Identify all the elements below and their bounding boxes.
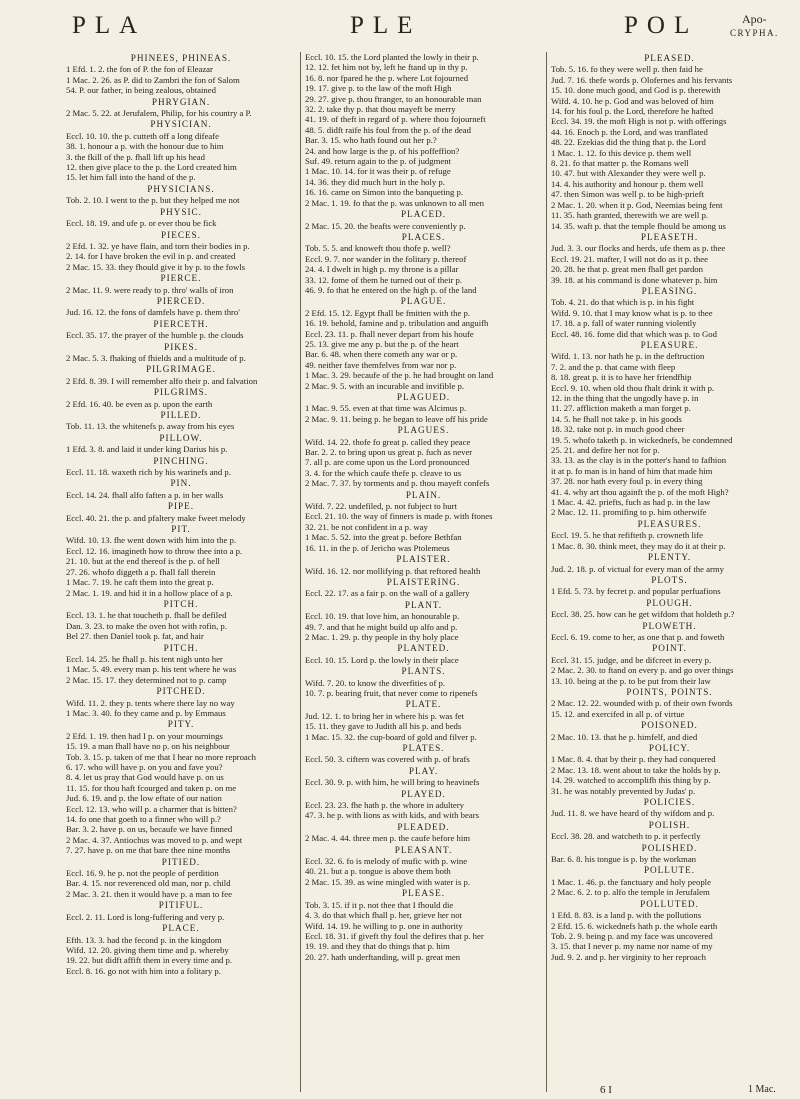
concordance-entry: Bar. 3. 15. who hath found out her p.? xyxy=(305,135,437,146)
concordance-entry: Suf. 49. return again to the p. of judgment xyxy=(305,156,451,167)
concordance-entry: 17. 18. a p. fall of water running violently xyxy=(551,318,697,329)
headword: PIT. xyxy=(171,524,191,535)
column-1 xyxy=(62,52,300,1092)
headword: PLANTS. xyxy=(401,666,446,677)
concordance-entry: 18. 32. take not p. in much good cheer xyxy=(551,424,685,435)
concordance-entry: Eccl. 19. 21. mafter, I will not do as it p. thee xyxy=(551,253,708,264)
concordance-entry: 2 Efd. 16. 40. be even as p. upon the earth xyxy=(66,398,213,409)
concordance-entry: 46. 9. fo that he entered on the high p. of the land xyxy=(305,284,477,295)
concordance-entry: 32. 2. take thy p. that thou mayeft be merry xyxy=(305,104,456,115)
concordance-entry: Jud. 12. 1. to bring her in where his p. was fet xyxy=(305,710,465,721)
concordance-entry: 1 Mac. 8. 30. think meet, they may do it at their p. xyxy=(551,540,726,551)
concordance-entry: 48. 22. Ezekias did the thing that p. the Lord xyxy=(551,137,706,148)
concordance-entry: Jud. 9. 2. and p. her virginity to her reproach xyxy=(551,951,706,962)
concordance-entry: 2 Mac. 11. 9. were ready to p. thro' walls of iron xyxy=(66,284,234,295)
headword: PLEASED. xyxy=(644,53,695,63)
concordance-entry: 2 Mac. 1. 29. p. thy people in thy holy place xyxy=(305,631,459,642)
headword: PHRYGIAN. xyxy=(151,96,211,107)
concordance-entry: 11. 35. hath granted, therewith we are well p. xyxy=(551,210,708,221)
headword: POLLUTE. xyxy=(643,865,696,876)
concordance-entry: 1 Mac. 1. 46. p. the fanctuary and holy people xyxy=(551,876,711,887)
concordance-entry: 14. 5. he fhall not take p. in his goods xyxy=(551,413,682,424)
concordance-entry: 33. 13. as the clay is in the potter's hand to fafhion xyxy=(551,455,727,466)
catchword-bottom: 1 Mac. xyxy=(748,1084,776,1095)
concordance-entry: 1 Mac. 2. 26. as P. did to Zambri the fon of Salom xyxy=(66,74,240,85)
concordance-entry: 16. 16. came on Simon into the banqueting p. xyxy=(305,187,464,198)
concordance-entry: 2 Mac. 5. 22. at Jerufalem, Philip, for his country a P. xyxy=(66,108,252,119)
concordance-entry: 15. 12. and exercifed in all p. of virtue xyxy=(551,708,685,719)
concordance-entry: Jud. 11. 8. we have heard of thy wifdom and p. xyxy=(551,808,715,819)
headword: PIECES. xyxy=(161,229,201,240)
concordance-entry: 1 Mac. 3. 29. becaufe of the p. he had brought on land xyxy=(305,370,494,381)
concordance-entry: 16. 11. in the p. of Jericho was Ptolemeus xyxy=(305,542,450,553)
concordance-entry: 27. 26. whofo diggeth a p. fhall fall therein xyxy=(66,566,216,577)
concordance-entry: 40. 21. but a p. tongue is above them both xyxy=(305,866,451,877)
headword: PLATES. xyxy=(402,743,445,753)
headword: PITCH. xyxy=(163,598,199,609)
headword: PLAIN. xyxy=(405,489,442,500)
headword: POLISHED. xyxy=(641,842,698,853)
concordance-entry: 1 Efd. 5. 73. by fecret p. and popular perfuafions xyxy=(551,586,721,597)
concordance-entry: Bel 27. then Daniel took p. fat, and hair xyxy=(66,631,204,642)
concordance-entry: 15. 10. done much good, and God is p. therewith xyxy=(551,85,721,96)
concordance-entry: 2 Mac. 15. 20. the beafts were conveniently p. xyxy=(305,220,466,231)
concordance-entry: 2 Mac. 15. 39. as wine mingled with water is p. xyxy=(305,876,471,887)
headword: PITY. xyxy=(167,719,195,730)
concordance-entry: 8. 18. great p. it is to have her friendfhip xyxy=(551,372,692,383)
headword: PLAYED. xyxy=(401,788,446,799)
headword: PLANTED. xyxy=(397,643,450,654)
headword: POISONED. xyxy=(641,720,698,731)
running-head-right: POL xyxy=(624,12,699,39)
concordance-entry: 2 Efd. 15. 12. Egypt fhall be fmitten with the p. xyxy=(305,307,471,318)
headword: PHINEES, PHINEAS. xyxy=(130,53,232,63)
concordance-entry: 15. 11. they gave to Judith all his p. and beds xyxy=(305,721,462,732)
concordance-entry: Eccl. 2. 11. Lord is long-fuffering and very p. xyxy=(66,911,225,922)
concordance-entry: 7. all p. are come upon us the Lord pronounced xyxy=(305,457,470,468)
concordance-entry: 2 Mac. 2. 30. to ftand on every p. and go over things xyxy=(551,665,734,676)
concordance-entry: Wifd. 12. 20. giving them time and p. whereby xyxy=(66,944,229,955)
headword: PLOUGH. xyxy=(646,597,693,608)
concordance-entry: Eccl. 38. 28. and watcheth to p. it perfectly xyxy=(551,831,701,842)
concordance-entry: 44. 16. Enoch p. the Lord, and was tranflated xyxy=(551,126,708,137)
concordance-entry: 2 Mac. 6. 2. to p. alfo the temple in Jerufalem xyxy=(551,887,710,898)
concordance-entry: Wifd. 7. 20. to know the diverfities of p. xyxy=(305,677,446,688)
headword: PLOWETH. xyxy=(642,620,697,631)
concordance-entry: Jud. 7. 16. thefe words p. Olofernes and his fervants xyxy=(551,74,733,85)
concordance-entry: 1 Efd. 3. 8. and laid it under king Darius his p. xyxy=(66,444,228,455)
headword: PIERCE. xyxy=(160,273,202,284)
concordance-entry: 33. 12. fome of them he turned out of their p. xyxy=(305,274,463,285)
concordance-entry: 38. 1. honour a p. with the honour due to him xyxy=(66,141,224,152)
headword: PIERCED. xyxy=(156,295,206,306)
concordance-entry: 10. 7. p. bearing fruit, that never come to ripenefs xyxy=(305,687,478,698)
concordance-entry: Tob. 2. 10. I went to the p. but they helped me not xyxy=(66,195,240,206)
concordance-entry: 7. 2. and the p. that came with fleep xyxy=(551,361,676,372)
concordance-entry: 2 Mac. 12. 11. promifing to p. him otherwife xyxy=(551,507,707,518)
concordance-entry: 49. neither fave themfelves from war nor p. xyxy=(305,359,457,370)
concordance-entry: 14. 4. his authority and honour p. them well xyxy=(551,178,704,189)
concordance-entry: Wifd. 1. 13. nor hath he p. in the deftruction xyxy=(551,351,705,362)
headword: PLACED. xyxy=(400,209,447,220)
concordance-entry: 2 Mac. 3. 21. then it would have p. a man to fee xyxy=(66,888,232,899)
concordance-entry: 1 Mac. 10. 14. for it was their p. of refuge xyxy=(305,166,451,177)
headword: PHYSICIANS. xyxy=(147,183,215,194)
headword: PLAISTERING. xyxy=(386,576,461,587)
concordance-entry: 15. let him fall into the hand of the p. xyxy=(66,172,196,183)
headword: PLANT. xyxy=(404,599,443,610)
concordance-entry: Eccl. 21. 10. the way of finners is made p. with ftones xyxy=(305,511,493,522)
concordance-entry: Tob. 3. 15. p. taken of me that I hear no more reproach xyxy=(66,751,256,762)
concordance-entry: Wifd. 7. 22. undefiled, p. not fubject to hurt xyxy=(305,501,457,512)
concordance-entry: Bar. 3. 2. have p. on us, becaufe we have finned xyxy=(66,824,233,835)
concordance-entry: 31. he was notably prevented by Judas' p. xyxy=(551,785,696,796)
concordance-entry: 49. 7. and that he might build up alfo and p. xyxy=(305,621,458,632)
concordance-entry: Eccl. 32. 6. fo is melody of mufic with p. wine xyxy=(305,856,468,867)
concordance-entry: Eccl. 48. 16. fome did that which was p. to God xyxy=(551,328,717,339)
concordance-entry: 20. 27. hath underftanding, will p. great men xyxy=(305,951,461,962)
headword: PLEASURES. xyxy=(637,518,702,529)
concordance-entry: 2 Mac. 9. 5. with an incurable and invifible p. xyxy=(305,380,464,391)
concordance-entry: Eccl. 11. 18. waxeth rich by his warinefs and p. xyxy=(66,467,231,478)
concordance-entry: Eccl. 10. 15. the Lord planted the lowly in their p. xyxy=(305,52,479,62)
concordance-entry: 3. 4. for the which caufe thefe p. cleave to us xyxy=(305,467,462,478)
concordance-entry: 1 Mac. 1. 12. fo this device p. them well xyxy=(551,147,692,158)
headword: POLISH. xyxy=(648,819,691,830)
concordance-entry: Bar. 6. 8. his tongue is p. by the workman xyxy=(551,854,697,865)
concordance-entry: 1 Efd. 1. 2. the fon of P. the fon of Eleazar xyxy=(66,64,213,75)
concordance-entry: 37. 28. nor hath every foul p. in every thing xyxy=(551,476,703,487)
concordance-entry: 47. 3. he p. with lions as with kids, and with bears xyxy=(305,810,479,821)
concordance-entry: 7. 27. have p. on me that bare thee nine months xyxy=(66,845,231,856)
concordance-entry: 2 Mac. 12. 22. wounded with p. of their own fwords xyxy=(551,698,733,709)
headword: PIERCETH. xyxy=(153,318,209,329)
concordance-entry: Eccl. 22. 17. as a fair p. on the wall of a gallery xyxy=(305,588,470,599)
headword: PIKES. xyxy=(164,341,198,352)
concordance-entry: 2 Mac. 4. 37. Antiochus was moved to p. and wept xyxy=(66,834,243,845)
concordance-entry: 2 Efd. 1. 32. ye have flain, and torn their bodies in p. xyxy=(66,240,250,251)
concordance-entry: Wifd. 14. 19. he willing to p. one in authority xyxy=(305,920,463,931)
concordance-entry: Jud. 2. 18. p. of victual for every man of the army xyxy=(551,563,724,574)
concordance-entry: Eccl. 8. 16. go not with him into a folitary p. xyxy=(66,965,221,976)
concordance-entry: Wifd. 16. 12. nor mollifying p. that reftored health xyxy=(305,565,481,576)
concordance-entry: Eccl. 10. 10. the p. cutteth off a long difeafe xyxy=(66,130,220,141)
concordance-entry: Eccl. 12. 13. who will p. a charmer that is bitten? xyxy=(66,803,237,814)
concordance-entry: Eccl. 6. 19. come to her, as one that p. and foweth xyxy=(551,631,725,642)
concordance-entry: 4. 3. do that which fhall p. her, grieve her not xyxy=(305,910,462,921)
concordance-entry: Eccl. 10. 15. Lord p. the lowly in their place xyxy=(305,654,459,665)
headword: PIPE. xyxy=(167,501,195,512)
concordance-entry: 2 Mac. 7. 37. by torments and p. thou mayeft confefs xyxy=(305,478,490,489)
headword: PILGRIMAGE. xyxy=(146,364,216,375)
concordance-entry: 25. 13. give me any p. but the p. of the heart xyxy=(305,338,459,349)
headword: PINCHING. xyxy=(153,455,209,466)
concordance-entry: 41. 19. of theft in regard of p. where thou fojourneft xyxy=(305,114,486,125)
concordance-entry: 12. in the thing that the ungodly have p. in xyxy=(551,393,699,403)
concordance-entry: 2 Mac. 15. 33. they fhould give it by p. to the fowls xyxy=(66,261,246,272)
concordance-entry: Eccl. 30. 9. p. with him, he will bring to heavinefs xyxy=(305,777,480,788)
headword: PLEADED. xyxy=(397,821,450,832)
concordance-entry: 11. 15. for thou haft fcourged and taken p. on me xyxy=(66,782,237,793)
headword: PLOTS. xyxy=(651,574,688,585)
headword: PHYSIC. xyxy=(160,206,202,217)
concordance-entry: 8. 4. let us pray that God would have p. on us xyxy=(66,772,224,783)
concordance-entry: 19. 17. give p. to the law of the moft High xyxy=(305,83,452,94)
concordance-entry: 1 Mac. 9. 55. even at that time was Alcimus p. xyxy=(305,403,467,414)
concordance-entry: Efth. 13. 3. had the fecond p. in the kingdom xyxy=(66,934,222,945)
concordance-entry: Eccl. 10. 19. that love him, an honourable p. xyxy=(305,611,460,622)
column-2 xyxy=(300,52,546,1092)
concordance-entry: 10. 47. but with Alexander they were well p. xyxy=(551,168,706,179)
concordance-entry: 12. then give place to the p. the Lord created him xyxy=(66,162,237,173)
running-head-left: PLA xyxy=(72,12,147,39)
concordance-entry: Eccl. 18. 31. if giveft thy foul the defires that p. her xyxy=(305,930,484,941)
headword: PITIED. xyxy=(161,856,201,867)
concordance-entry: Bar. 2. 2. to bring upon us great p. fuch as never xyxy=(305,447,473,458)
headword: PLEASETH. xyxy=(640,231,699,242)
headword: PLACES. xyxy=(401,231,446,242)
concordance-entry: 2 Mac. 13. 18. went about to take the holds by p. xyxy=(551,764,721,775)
headword: PILLED. xyxy=(160,410,202,420)
concordance-entry: 19. 19. and they that do things that p. him xyxy=(305,941,450,952)
concordance-entry: Wifd. 11. 2. they p. tents where there lay no way xyxy=(66,697,235,708)
headword: PILLOW. xyxy=(159,432,203,443)
headword: POLICIES. xyxy=(643,797,696,808)
concordance-entry: Eccl. 14. 25. he fhall p. his tent nigh unto her xyxy=(66,653,223,664)
headword: PLEASANT. xyxy=(394,844,453,855)
headword: PHYSICIAN. xyxy=(150,119,212,130)
concordance-entry: 2 Efd. 15. 6. wickednefs hath p. the whole earth xyxy=(551,920,718,931)
concordance-entry: Eccl. 13. 1. he that toucheth p. fhall be defiled xyxy=(66,610,227,621)
concordance-entry: 25. 21. and defire her not for p. xyxy=(551,445,660,456)
concordance-entry: Tob. 4. 21. do that which is p. in his fight xyxy=(551,297,695,308)
concordance-entry: 3. 15. that I never p. my name nor name of my xyxy=(551,941,713,952)
headword: PLEASURE. xyxy=(640,339,699,350)
concordance-entry: 14. 29. watched to accomplifh this thing by p. xyxy=(551,775,711,786)
headword: PLAISTER. xyxy=(396,554,451,565)
concordance-entry: 48. 5. didft raife his foul from the p. of the dead xyxy=(305,124,471,135)
concordance-entry: 11. 27. affliction maketh a man forget p. xyxy=(551,403,691,414)
concordance-entry: 2 Mac. 9. 11. being p. he began to leave off his pride xyxy=(305,413,488,424)
headword: PLAGUE. xyxy=(400,296,447,307)
concordance-entry: 8. 21. fo that matter p. the Romans well xyxy=(551,158,689,169)
headword: PIN. xyxy=(170,478,192,489)
concordance-entry: 2 Mac. 15. 17. they determined not to p. camp xyxy=(66,674,227,685)
concordance-entry: 1 Efd. 8. 83. is a land p. with the pollutions xyxy=(551,910,702,921)
concordance-entry: Jud. 6. 19. and p. the low eftate of our nation xyxy=(66,793,222,804)
concordance-entry: Jud. 16. 12. the fons of damfels have p. them thro' xyxy=(66,307,240,318)
concordance-entry: Eccl. 34. 19. the moft High is not p. with offerings xyxy=(551,116,727,127)
concordance-entry: Eccl. 31. 15. judge, and be difcreet in every p. xyxy=(551,654,712,665)
headword: POINT. xyxy=(652,643,687,654)
headword: PLAGUES. xyxy=(397,425,450,436)
concordance-entry: Bar. 6. 48. when there cometh any war or p. xyxy=(305,349,458,360)
concordance-entry: 1 Mac. 5. 52. into the great p. before Bethfan xyxy=(305,532,462,543)
concordance-entry: 41. 4. why art thou againft the p. of the moft High? xyxy=(551,486,729,497)
concordance-entry: Eccl. 12. 16. imagineth how to throw thee into a p. xyxy=(66,545,243,556)
concordance-entry: 1 Mac. 15. 32. the cup-board of gold and filver p. xyxy=(305,731,477,742)
headword: PLAGUED. xyxy=(396,392,451,402)
headword: PITCHED. xyxy=(156,686,206,697)
concordance-entry: 2 Mac. 4. 44. three men p. the caufe before him xyxy=(305,833,470,844)
concordance-entry: Tob. 2. 9. being p. and my face was uncovered xyxy=(551,930,713,941)
concordance-entry: 1 Mac. 5. 49. every man p. his tent where he was xyxy=(66,664,237,675)
concordance-entry: Eccl. 50. 3. ciftern was covered with p. of brafs xyxy=(305,754,470,765)
headword: PLENTY. xyxy=(647,552,692,563)
concordance-entry: 16. 19. behold, famine and p. tribulation and anguifh xyxy=(305,318,489,329)
concordance-entry: Wifd. 14. 22. thofe fo great p. called they peace xyxy=(305,436,471,447)
concordance-entry: 16. 8. nor fpared he the p. where Lot fojourned xyxy=(305,72,469,83)
concordance-entry: 1 Mac. 8. 4. that by their p. they had conquered xyxy=(551,754,716,765)
catchword-top: Apo- xyxy=(742,12,767,26)
concordance-entry: 2 Mac. 5. 3. fhaking of fhields and a multitude of p. xyxy=(66,352,246,363)
concordance-entry: 54. P. our father, in being zealous, obtained xyxy=(66,85,216,96)
concordance-entry: Eccl. 9. 7. nor wander in the folitary p. thereof xyxy=(305,253,467,264)
concordance-entry: Tob. 5. 16. fo they were well p. then faid he xyxy=(551,64,703,75)
concordance-entry: 3. the fkill of the p. fhall lift up his head xyxy=(66,151,205,162)
concordance-entry: Eccl. 35. 17. the prayer of the humble p. the clouds xyxy=(66,330,244,341)
concordance-entry: it at p. fo man is in hand of him that made him xyxy=(551,465,713,476)
concordance-entry: 1 Mac. 3. 40. fo they came and p. by Emmaus xyxy=(66,707,226,718)
headword: PLEASE. xyxy=(402,888,445,899)
concordance-entry: 24. and how large is the p. of his poffeffion? xyxy=(305,145,460,156)
headword: PLACE. xyxy=(162,923,200,934)
concordance-entry: Wifd. 9. 10. that I may know what is p. to thee xyxy=(551,307,713,318)
concordance-entry: 2 Mac. 10. 13. that he p. himfelf, and died xyxy=(551,731,698,742)
concordance-entry: 29. 27. give p. thou ftranger, to an honourable man xyxy=(305,93,482,104)
concordance-entry: 21. 10. but at the end thereof is the p. of hell xyxy=(66,556,220,567)
concordance-entry: Jud. 3. 3. our flocks and herds, ufe them as p. thee xyxy=(551,243,726,254)
signature-mark: 6 I xyxy=(600,1084,612,1096)
concordance-entry: 24. 4. I dwelt in high p. my throne is a pillar xyxy=(305,264,459,275)
headword: PITIFUL. xyxy=(158,900,204,911)
concordance-entry: Eccl. 18. 19. and ufe p. or ever thou be fick xyxy=(66,218,217,229)
concordance-entry: 39. 18. at his command is done whatever p. him xyxy=(551,274,718,285)
concordance-entry: 13. 10. being at the p. to be put from their law xyxy=(551,675,711,686)
headword: POINTS, POINTS. xyxy=(626,686,713,697)
headword: PLAY. xyxy=(408,765,439,776)
concordance-entry: 47. then Simon was well p. to be high-prieft xyxy=(551,189,704,200)
headword: POLLUTED. xyxy=(640,898,699,909)
page-header xyxy=(0,0,800,60)
concordance-entry: Eccl. 38. 25. how can he get wifdom that holdeth p.? xyxy=(551,609,735,620)
concordance-entry: 32. 21. be not confident in a p. way xyxy=(305,521,428,532)
concordance-entry: 14. for his foul p. the Lord, therefore he hafted xyxy=(551,106,714,117)
concordance-entry: 6. 17. who will have p. on you and fave you? xyxy=(66,762,223,772)
concordance-entry: Tob. 3. 15. if it p. not thee that I fhould die xyxy=(305,899,454,910)
concordance-entry: 12. 12. fet him not by, left he ftand up in thy p. xyxy=(305,62,468,73)
headword: PILGRIMS. xyxy=(153,387,209,398)
concordance-entry: 15. 19. a man fhall have no p. on his neighbour xyxy=(66,741,230,752)
concordance-entry: 2 Efd. 1. 19. then had I p. on your mournings xyxy=(66,730,223,741)
concordance-entry: 19. 22. but didft affift them in every time and p. xyxy=(66,955,233,966)
concordance-entry: Eccl. 19. 5. he that refifteth p. crowneth life xyxy=(551,530,703,541)
concordance-entry: Eccl. 9. 10. when old thou fhalt drink it with p. xyxy=(551,382,715,393)
concordance-entry: 1 Mac. 7. 19. he caft them into the great p. xyxy=(66,577,214,588)
concordance-entry: Bar. 4. 15. nor reverenced old man, nor p. child xyxy=(66,878,231,889)
concordance-entry: 19. 5. whofo taketh p. in wickednefs, be condemned xyxy=(551,434,733,445)
concordance-entry: Tob. 11. 13. the whitenefs p. away from his eyes xyxy=(66,421,235,432)
concordance-entry: Eccl. 40. 21. the p. and pfaltery make fweet melody xyxy=(66,512,246,523)
concordance-entry: Eccl. 23. 11. p. fhall never depart from his houfe xyxy=(305,328,474,339)
headword: PLATE. xyxy=(405,699,442,710)
concordance-entry: 2. 14. for I have broken the evil in p. and created xyxy=(66,251,236,262)
concordance-entry: 2 Mac. 1. 20. when it p. God, Neemias being fent xyxy=(551,199,723,210)
concordance-entry: Dan. 3. 23. to make the oven hot with rofin, p. xyxy=(66,620,227,631)
concordance-entry: Tob. 5. 5. and knoweft thou thofe p. well? xyxy=(305,243,451,254)
concordance-columns xyxy=(62,52,792,1092)
concordance-entry: Eccl. 14. 24. fhall alfo faften a p. in her walls xyxy=(66,489,224,500)
concordance-entry: 14. 35. waft p. that the temple fhould be among us xyxy=(551,220,726,231)
running-head-middle: PLE xyxy=(350,12,422,39)
catchword-sub: CRYPHA. xyxy=(730,28,779,38)
concordance-entry: Eccl. 16. 9. he p. not the people of perdition xyxy=(66,868,219,879)
concordance-entry: Eccl. 23. 23. fhe hath p. the whore in adultery xyxy=(305,800,464,811)
concordance-entry: Wifd. 4. 10. he p. God and was beloved of him xyxy=(551,95,714,106)
concordance-entry: 2 Mac. 1. 19. fo that the p. was unknown to all men xyxy=(305,197,485,208)
headword: POLICY. xyxy=(648,743,691,753)
concordance-entry: 20. 28. he that p. great men fhall get pardon xyxy=(551,264,703,275)
column-3 xyxy=(546,52,792,1092)
concordance-entry: 1 Mac. 4. 42. priefts, fuch as had p. in the law xyxy=(551,497,711,508)
headword: PITCH. xyxy=(163,642,199,653)
concordance-entry: 14. 36. they did much hurt in the holy p. xyxy=(305,176,445,187)
headword: PLEASING. xyxy=(641,285,698,296)
concordance-entry: 14. fo one that goeth to a finner who will p.? xyxy=(66,814,221,825)
concordance-entry: 2 Mac. 1. 19. and hid it in a hollow place of a p. xyxy=(66,587,233,598)
concordance-entry: Wifd. 10. 13. fhe went down with him into the p. xyxy=(66,535,236,546)
concordance-entry: 2 Efd. 8. 39. I will remember alfo their p. and falvation xyxy=(66,375,258,386)
